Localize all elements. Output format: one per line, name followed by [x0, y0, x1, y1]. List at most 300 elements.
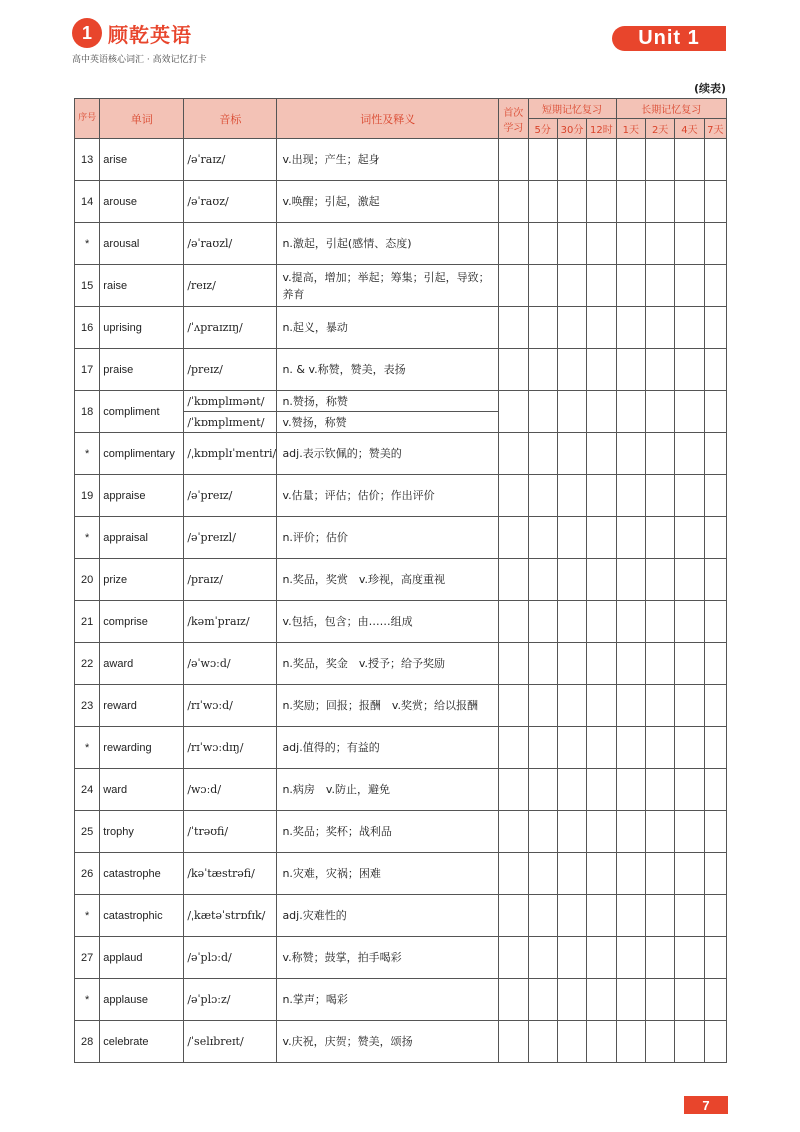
row-phonetic: /rɪˈwɔːdɪŋ/: [184, 727, 277, 769]
review-check-cell[interactable]: [704, 181, 726, 223]
row-number: 26: [75, 853, 100, 895]
review-check-cell[interactable]: [704, 1021, 726, 1063]
row-meaning: n.掌声；喝彩: [277, 979, 499, 1021]
header-meaning: 词性及释义: [277, 99, 499, 139]
review-check-cell[interactable]: [587, 475, 616, 517]
review-check-cell[interactable]: [616, 223, 645, 265]
review-check-cell[interactable]: [528, 181, 557, 223]
review-check-cell[interactable]: [616, 139, 645, 181]
review-check-cell[interactable]: [587, 1021, 616, 1063]
row-word: comprise: [100, 601, 184, 643]
table-row: [75, 1021, 727, 1063]
review-check-cell[interactable]: [645, 727, 674, 769]
review-check-cell[interactable]: [587, 643, 616, 685]
review-check-cell[interactable]: [616, 643, 645, 685]
row-phonetic: /ˈkɒmplɪmənt/: [184, 391, 277, 412]
review-check-cell[interactable]: [499, 517, 528, 559]
row-word: arise: [100, 139, 184, 181]
row-meaning: n.奖品；奖杯；战利品: [277, 811, 499, 853]
review-check-cell[interactable]: [528, 391, 557, 433]
header-no: 序号: [75, 99, 100, 139]
review-check-cell[interactable]: [675, 307, 704, 349]
unit-badge: Unit 1: [612, 26, 726, 51]
review-check-cell[interactable]: [645, 181, 674, 223]
brand-name: 顾乾英语: [108, 22, 192, 47]
review-check-cell[interactable]: [557, 433, 586, 475]
review-check-cell[interactable]: [499, 811, 528, 853]
review-check-cell[interactable]: [616, 433, 645, 475]
review-check-cell[interactable]: [704, 643, 726, 685]
review-check-cell[interactable]: [645, 937, 674, 979]
review-check-cell[interactable]: [557, 895, 586, 937]
row-phonetic: /praɪz/: [184, 559, 277, 601]
table-row: [75, 265, 727, 307]
review-check-cell[interactable]: [587, 559, 616, 601]
review-check-cell[interactable]: [645, 517, 674, 559]
table-row: [75, 139, 727, 181]
review-check-cell[interactable]: [704, 811, 726, 853]
row-number: 14: [75, 181, 100, 223]
review-check-cell[interactable]: [704, 727, 726, 769]
review-check-cell[interactable]: [675, 643, 704, 685]
review-check-cell[interactable]: [704, 265, 726, 307]
review-check-cell[interactable]: [557, 391, 586, 433]
review-check-cell[interactable]: [645, 559, 674, 601]
row-number: 23: [75, 685, 100, 727]
header-first-study: 首次学习: [499, 99, 528, 139]
review-check-cell[interactable]: [587, 181, 616, 223]
review-check-cell[interactable]: [499, 181, 528, 223]
review-check-cell[interactable]: [587, 349, 616, 391]
table-row: [75, 769, 727, 811]
row-word: celebrate: [100, 1021, 184, 1063]
review-check-cell[interactable]: [499, 979, 528, 1021]
review-check-cell[interactable]: [704, 559, 726, 601]
review-check-cell[interactable]: [675, 559, 704, 601]
review-check-cell[interactable]: [704, 349, 726, 391]
table-row: [75, 685, 727, 727]
review-check-cell[interactable]: [557, 559, 586, 601]
row-number: 18: [75, 391, 100, 433]
review-check-cell[interactable]: [499, 853, 528, 895]
header-word: 单词: [100, 99, 184, 139]
row-phonetic: /əˈraʊz/: [184, 181, 277, 223]
row-word: prize: [100, 559, 184, 601]
review-check-cell[interactable]: [528, 811, 557, 853]
review-check-cell[interactable]: [557, 811, 586, 853]
review-check-cell[interactable]: [704, 601, 726, 643]
review-check-cell[interactable]: [616, 727, 645, 769]
review-check-cell[interactable]: [528, 853, 557, 895]
row-meaning: adj.值得的；有益的: [277, 727, 499, 769]
table-row: [75, 517, 727, 559]
row-number: 25: [75, 811, 100, 853]
table-row: [75, 349, 727, 391]
row-number: *: [75, 727, 100, 769]
table-row: [75, 223, 727, 265]
review-check-cell[interactable]: [528, 769, 557, 811]
review-check-cell[interactable]: [675, 517, 704, 559]
review-check-cell[interactable]: [587, 937, 616, 979]
row-number: 16: [75, 307, 100, 349]
review-check-cell[interactable]: [557, 517, 586, 559]
row-number: *: [75, 979, 100, 1021]
row-phonetic: /ˈʌpraɪzɪŋ/: [184, 307, 277, 349]
review-check-cell[interactable]: [499, 265, 528, 307]
review-check-cell[interactable]: [499, 139, 528, 181]
review-check-cell[interactable]: [645, 685, 674, 727]
review-check-cell[interactable]: [528, 517, 557, 559]
row-phonetic: /əˈwɔːd/: [184, 643, 277, 685]
table-row: [75, 559, 727, 601]
table-row: [75, 937, 727, 979]
review-check-cell[interactable]: [645, 265, 674, 307]
review-check-cell[interactable]: [557, 601, 586, 643]
header-long-review: 长期记忆复习: [616, 99, 726, 119]
review-check-cell[interactable]: [499, 727, 528, 769]
review-check-cell[interactable]: [587, 853, 616, 895]
review-check-cell[interactable]: [616, 391, 645, 433]
row-meaning: n. & v.称赞，赞美，表扬: [277, 349, 499, 391]
review-check-cell[interactable]: [704, 769, 726, 811]
review-check-cell[interactable]: [499, 559, 528, 601]
review-check-cell[interactable]: [675, 433, 704, 475]
review-check-cell[interactable]: [528, 265, 557, 307]
review-check-cell[interactable]: [499, 895, 528, 937]
review-check-cell[interactable]: [557, 979, 586, 1021]
row-phonetic: /əˈplɔːd/: [184, 937, 277, 979]
row-word: trophy: [100, 811, 184, 853]
review-check-cell[interactable]: [645, 1021, 674, 1063]
review-check-cell[interactable]: [704, 391, 726, 433]
header-long-col: 7天: [704, 119, 726, 139]
row-phonetic: /əˈpreɪzl/: [184, 517, 277, 559]
review-check-cell[interactable]: [587, 139, 616, 181]
review-check-cell[interactable]: [645, 769, 674, 811]
review-check-cell[interactable]: [499, 349, 528, 391]
review-check-cell[interactable]: [675, 349, 704, 391]
review-check-cell[interactable]: [587, 685, 616, 727]
review-check-cell[interactable]: [704, 895, 726, 937]
row-number: 15: [75, 265, 100, 307]
review-check-cell[interactable]: [499, 937, 528, 979]
row-meaning: v.估量；评估；估价；作出评价: [277, 475, 499, 517]
review-check-cell[interactable]: [499, 643, 528, 685]
review-check-cell[interactable]: [645, 139, 674, 181]
review-check-cell[interactable]: [557, 475, 586, 517]
review-check-cell[interactable]: [528, 307, 557, 349]
review-check-cell[interactable]: [645, 391, 674, 433]
review-check-cell[interactable]: [528, 685, 557, 727]
review-check-cell[interactable]: [616, 811, 645, 853]
row-meaning: v.庆祝，庆贺；赞美，颂扬: [277, 1021, 499, 1063]
review-check-cell[interactable]: [675, 391, 704, 433]
row-word: catastrophic: [100, 895, 184, 937]
row-word: ward: [100, 769, 184, 811]
row-word: appraisal: [100, 517, 184, 559]
continued-label: (续表): [693, 82, 726, 95]
review-check-cell[interactable]: [528, 349, 557, 391]
header-long-col: 4天: [675, 119, 704, 139]
review-check-cell[interactable]: [616, 265, 645, 307]
review-check-cell[interactable]: [704, 517, 726, 559]
table-row: [75, 391, 727, 412]
review-check-cell[interactable]: [616, 853, 645, 895]
review-check-cell[interactable]: [499, 601, 528, 643]
review-check-cell[interactable]: [528, 139, 557, 181]
review-check-cell[interactable]: [557, 937, 586, 979]
row-word: arousal: [100, 223, 184, 265]
row-meaning: adj.灾难性的: [277, 895, 499, 937]
review-check-cell[interactable]: [645, 601, 674, 643]
review-check-cell[interactable]: [675, 223, 704, 265]
row-number: *: [75, 895, 100, 937]
table-row: [75, 181, 727, 223]
review-check-cell[interactable]: [587, 265, 616, 307]
review-check-cell[interactable]: [528, 475, 557, 517]
review-check-cell[interactable]: [675, 853, 704, 895]
review-check-cell[interactable]: [499, 475, 528, 517]
review-check-cell[interactable]: [675, 979, 704, 1021]
review-check-cell[interactable]: [645, 811, 674, 853]
review-check-cell[interactable]: [616, 685, 645, 727]
review-check-cell[interactable]: [675, 1021, 704, 1063]
row-number: *: [75, 223, 100, 265]
review-check-cell[interactable]: [528, 1021, 557, 1063]
review-check-cell[interactable]: [587, 517, 616, 559]
row-phonetic: /preɪz/: [184, 349, 277, 391]
row-word: raise: [100, 265, 184, 307]
row-word: award: [100, 643, 184, 685]
review-check-cell[interactable]: [557, 727, 586, 769]
review-check-cell[interactable]: [704, 979, 726, 1021]
review-check-cell[interactable]: [557, 685, 586, 727]
review-check-cell[interactable]: [675, 727, 704, 769]
row-word: arouse: [100, 181, 184, 223]
row-word: reward: [100, 685, 184, 727]
row-number: *: [75, 433, 100, 475]
row-phonetic: /ˈselɪbreɪt/: [184, 1021, 277, 1063]
row-word: rewarding: [100, 727, 184, 769]
review-check-cell[interactable]: [645, 307, 674, 349]
review-check-cell[interactable]: [587, 727, 616, 769]
review-check-cell[interactable]: [704, 433, 726, 475]
review-check-cell[interactable]: [557, 1021, 586, 1063]
review-check-cell[interactable]: [528, 727, 557, 769]
review-check-cell[interactable]: [587, 601, 616, 643]
review-check-cell[interactable]: [616, 601, 645, 643]
review-check-cell[interactable]: [616, 307, 645, 349]
review-check-cell[interactable]: [675, 769, 704, 811]
review-check-cell[interactable]: [675, 475, 704, 517]
review-check-cell[interactable]: [704, 307, 726, 349]
row-word: appraise: [100, 475, 184, 517]
review-check-cell[interactable]: [587, 391, 616, 433]
header-long-col: 1天: [616, 119, 645, 139]
review-check-cell[interactable]: [616, 937, 645, 979]
row-word: uprising: [100, 307, 184, 349]
review-check-cell[interactable]: [528, 223, 557, 265]
review-check-cell[interactable]: [557, 307, 586, 349]
review-check-cell[interactable]: [587, 811, 616, 853]
row-meaning: n.起义，暴动: [277, 307, 499, 349]
row-meaning: n.奖品，奖金 v.授予；给予奖励: [277, 643, 499, 685]
review-check-cell[interactable]: [528, 601, 557, 643]
table-row: [75, 307, 727, 349]
row-number: 19: [75, 475, 100, 517]
review-check-cell[interactable]: [645, 433, 674, 475]
row-meaning: v.提高，增加；举起；筹集；引起，导致；养育: [277, 265, 499, 307]
review-check-cell[interactable]: [645, 475, 674, 517]
row-phonetic: /kəˈtæstrəfi/: [184, 853, 277, 895]
review-check-cell[interactable]: [675, 601, 704, 643]
review-check-cell[interactable]: [499, 391, 528, 433]
row-meaning: v.赞扬，称赞: [277, 412, 499, 433]
review-check-cell[interactable]: [587, 895, 616, 937]
review-check-cell[interactable]: [557, 769, 586, 811]
review-check-cell[interactable]: [675, 937, 704, 979]
review-check-cell[interactable]: [499, 685, 528, 727]
row-phonetic: /reɪz/: [184, 265, 277, 307]
row-word: praise: [100, 349, 184, 391]
header-long-col: 2天: [645, 119, 674, 139]
review-check-cell[interactable]: [528, 979, 557, 1021]
row-word: catastrophe: [100, 853, 184, 895]
review-check-cell[interactable]: [704, 475, 726, 517]
review-check-cell[interactable]: [499, 1021, 528, 1063]
page-number: 7: [684, 1096, 728, 1114]
table-row: [75, 643, 727, 685]
review-check-cell[interactable]: [616, 979, 645, 1021]
review-check-cell[interactable]: [557, 223, 586, 265]
row-meaning: v.称赞；鼓掌，拍手喝彩: [277, 937, 499, 979]
review-check-cell[interactable]: [616, 1021, 645, 1063]
review-check-cell[interactable]: [587, 223, 616, 265]
review-check-cell[interactable]: [645, 643, 674, 685]
review-check-cell[interactable]: [528, 643, 557, 685]
row-meaning: v.出现；产生；起身: [277, 139, 499, 181]
review-check-cell[interactable]: [645, 853, 674, 895]
review-check-cell[interactable]: [675, 181, 704, 223]
review-check-cell[interactable]: [704, 937, 726, 979]
review-check-cell[interactable]: [675, 811, 704, 853]
row-meaning: n.病房 v.防止，避免: [277, 769, 499, 811]
table-row: [75, 433, 727, 475]
table-row: [75, 895, 727, 937]
review-check-cell[interactable]: [675, 139, 704, 181]
review-check-cell[interactable]: [499, 307, 528, 349]
row-word: applause: [100, 979, 184, 1021]
review-check-cell[interactable]: [616, 895, 645, 937]
row-phonetic: /kəmˈpraɪz/: [184, 601, 277, 643]
row-word: complimentary: [100, 433, 184, 475]
brand-logo: [72, 18, 192, 48]
row-meaning: n.灾难，灾祸；困难: [277, 853, 499, 895]
review-check-cell[interactable]: [557, 139, 586, 181]
review-check-cell[interactable]: [587, 979, 616, 1021]
review-check-cell[interactable]: [704, 685, 726, 727]
header-short-col: 30分: [557, 119, 586, 139]
review-check-cell[interactable]: [587, 433, 616, 475]
row-meaning: n.激起，引起(感情、态度): [277, 223, 499, 265]
vocabulary-body: [75, 139, 727, 1063]
review-check-cell[interactable]: [675, 895, 704, 937]
header-short-col: 5分: [528, 119, 557, 139]
review-check-cell[interactable]: [645, 979, 674, 1021]
row-phonetic: /əˈraʊzl/: [184, 223, 277, 265]
row-meaning: n.赞扬，称赞: [277, 391, 499, 412]
row-number: 27: [75, 937, 100, 979]
review-check-cell[interactable]: [645, 349, 674, 391]
review-check-cell[interactable]: [616, 559, 645, 601]
row-phonetic: /ˈkɒmplɪment/: [184, 412, 277, 433]
row-number: *: [75, 517, 100, 559]
brand-subtitle: 高中英语核心词汇 · 高效记忆打卡: [72, 55, 207, 65]
review-check-cell[interactable]: [645, 223, 674, 265]
review-check-cell[interactable]: [557, 265, 586, 307]
review-check-cell[interactable]: [557, 349, 586, 391]
table-row: [75, 727, 727, 769]
header-short-col: 12时: [587, 119, 616, 139]
row-meaning: n.评价；估价: [277, 517, 499, 559]
review-check-cell[interactable]: [645, 895, 674, 937]
review-check-cell[interactable]: [528, 937, 557, 979]
row-word: applaud: [100, 937, 184, 979]
vocabulary-table: [74, 98, 727, 1063]
review-check-cell[interactable]: [557, 853, 586, 895]
review-check-cell[interactable]: [587, 307, 616, 349]
row-number: 24: [75, 769, 100, 811]
review-check-cell[interactable]: [704, 853, 726, 895]
review-check-cell[interactable]: [557, 643, 586, 685]
review-check-cell[interactable]: [675, 265, 704, 307]
logo-mark-icon: 1: [72, 18, 102, 48]
review-check-cell[interactable]: [499, 223, 528, 265]
table-row: [75, 601, 727, 643]
review-check-cell[interactable]: [528, 559, 557, 601]
row-number: 28: [75, 1021, 100, 1063]
row-phonetic: /ˌkɒmplɪˈmentri/: [184, 433, 277, 475]
review-check-cell[interactable]: [704, 223, 726, 265]
review-check-cell[interactable]: [587, 769, 616, 811]
table-row: [75, 811, 727, 853]
row-number: 17: [75, 349, 100, 391]
row-phonetic: /əˈraɪz/: [184, 139, 277, 181]
review-check-cell[interactable]: [499, 433, 528, 475]
review-check-cell[interactable]: [557, 181, 586, 223]
row-meaning: v.包括，包含；由……组成: [277, 601, 499, 643]
row-number: 21: [75, 601, 100, 643]
row-phonetic: /rɪˈwɔːd/: [184, 685, 277, 727]
review-check-cell[interactable]: [528, 895, 557, 937]
review-check-cell[interactable]: [616, 769, 645, 811]
review-check-cell[interactable]: [616, 475, 645, 517]
row-number: 20: [75, 559, 100, 601]
review-check-cell[interactable]: [616, 181, 645, 223]
review-check-cell[interactable]: [528, 433, 557, 475]
row-number: 13: [75, 139, 100, 181]
row-phonetic: /əˈpreɪz/: [184, 475, 277, 517]
review-check-cell[interactable]: [616, 517, 645, 559]
row-meaning: n.奖品，奖赏 v.珍视，高度重视: [277, 559, 499, 601]
review-check-cell[interactable]: [616, 349, 645, 391]
review-check-cell[interactable]: [499, 769, 528, 811]
review-check-cell[interactable]: [704, 139, 726, 181]
table-row: [75, 475, 727, 517]
review-check-cell[interactable]: [675, 685, 704, 727]
row-meaning: v.唤醒；引起，激起: [277, 181, 499, 223]
table-row: [75, 853, 727, 895]
